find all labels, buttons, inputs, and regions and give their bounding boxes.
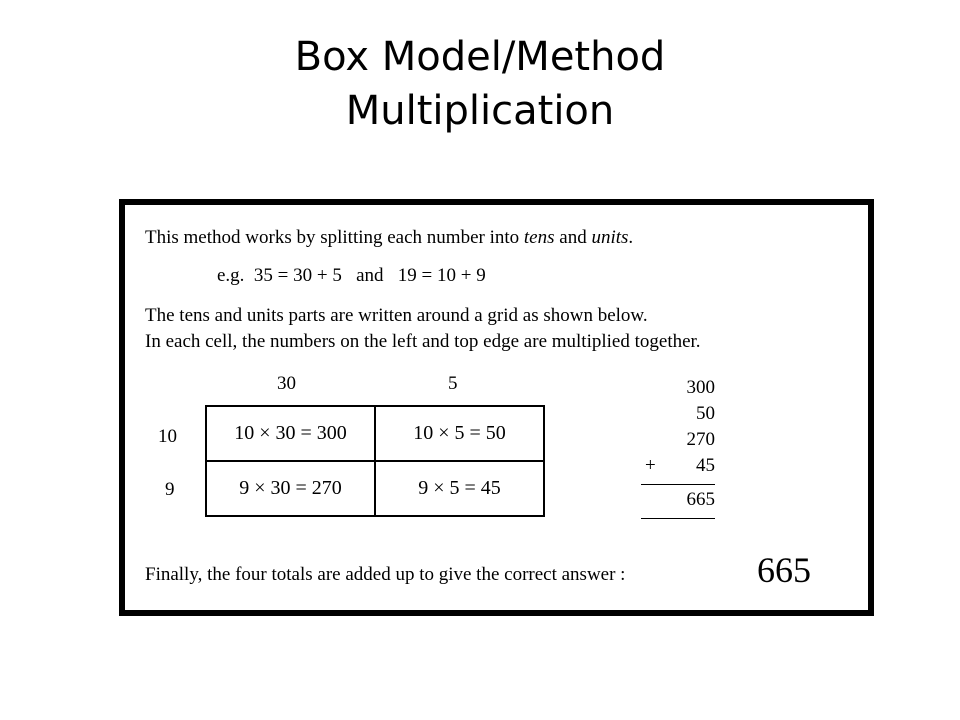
column-header-tens: 30 [277,373,296,394]
row-header-tens: 10 [158,426,177,447]
explain-text-1: The tens and units parts are written around a grid as shown below. [145,305,648,326]
grid-cell: 10 × 5 = 50 [375,406,544,461]
sum-rule-bottom [641,518,715,519]
plus-sign: + [645,455,656,476]
sum-line: 50 [696,403,715,424]
intro-text: This method works by splitting each number into tens and units. [145,227,634,248]
units-emphasis: units [591,227,629,248]
row-header-units: 9 [165,479,175,500]
slide-title-line2: Multiplication [345,88,615,134]
sum-line: 45 [696,455,715,476]
final-answer: 665 [757,550,811,590]
sum-total: 665 [686,489,715,510]
tens-emphasis: tens [523,227,555,248]
example-text: e.g. 35 = 30 + 5 and 19 = 10 + 9 [217,265,486,286]
explain-text-2: In each cell, the numbers on the left and top edge are multiplied together. [145,331,701,352]
multiplication-grid [205,405,545,517]
grid-cell: 10 × 30 = 300 [206,406,375,461]
sum-line: 270 [686,429,715,450]
grid-row [206,461,544,516]
grid-cell: 9 × 30 = 270 [206,461,375,516]
slide-title [0,30,960,138]
column-header-units: 5 [448,373,458,394]
grid-row [206,406,544,461]
sum-rule-top [641,484,715,485]
slide-title-line1: Box Model/Method [294,34,666,80]
conclusion-text: Finally, the four totals are added up to give the correct answer : [145,564,626,585]
sum-line: 300 [686,377,715,398]
grid-cell: 9 × 5 = 45 [375,461,544,516]
method-image-frame [119,199,874,616]
